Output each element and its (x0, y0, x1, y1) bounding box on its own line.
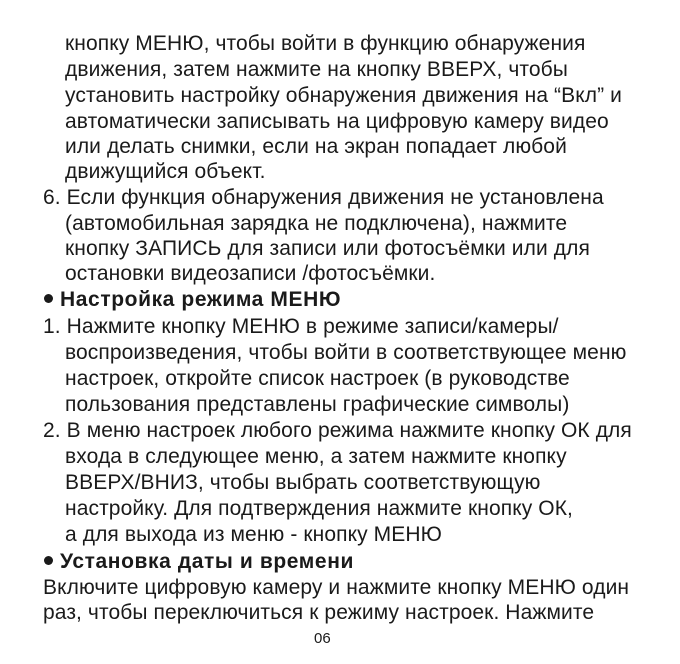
text-line: кнопку МЕНЮ, чтобы войти в функцию обнаружения (65, 32, 586, 55)
text-line: ВВЕРХ/ВНИЗ, чтобы выбрать соответствующую (65, 471, 541, 494)
text-line: настроек, откройте список настроек (в руководстве (65, 367, 570, 390)
bullet-icon (44, 294, 53, 303)
heading-text: Настройка режима МЕНЮ (60, 288, 342, 311)
text-line: или делать снимки, если на экран попадает любой (65, 135, 567, 158)
text-line: входа в следующее меню, а затем нажмите кнопку (65, 445, 567, 468)
text-line: раз, чтобы переключиться к режиму настроек. Нажмите (43, 601, 595, 624)
text-line: движения, затем нажмите на кнопку ВВЕРХ, чтобы (65, 58, 568, 81)
heading-text: Установка даты и времени (60, 550, 354, 573)
text-line: (автомобильная зарядка не подключена), нажмите (65, 212, 568, 235)
list-item-1-line: 1. Нажмите кнопку МЕНЮ в режиме записи/камеры/ (43, 315, 559, 338)
section-heading-menu (44, 287, 341, 313)
text-line: пользования представлены графические символы) (65, 393, 570, 416)
list-item-2-line: 2. В меню настроек любого режима нажмите кнопку ОК для (43, 419, 632, 442)
text-line: Включите цифровую камеру и нажмите кнопку МЕНЮ один (43, 576, 630, 599)
text-line: воспроизведения, чтобы войти в соответствующее меню (65, 341, 627, 364)
text-line: остановки видеозаписи /фотосъёмки. (65, 262, 436, 285)
text-line: автоматически записывать на цифровую камеру видео (65, 110, 609, 133)
list-item-6-line: 6. Если функция обнаружения движения не установлена (43, 186, 604, 209)
text-line: настройку. Для подтверждения нажмите кнопку ОК, (65, 497, 573, 520)
page-number: 06 (314, 630, 331, 647)
text-line: кнопку ЗАПИСЬ для записи или фотосъёмки или для (65, 237, 590, 260)
text-line: установить настройку обнаружения движения на “Вкл” и (65, 84, 622, 107)
text-line: а для выхода из меню - кнопку МЕНЮ (65, 523, 442, 546)
text-line: движущийся объект. (65, 160, 266, 183)
section-heading-date-time (44, 549, 354, 575)
bullet-icon (44, 556, 53, 565)
